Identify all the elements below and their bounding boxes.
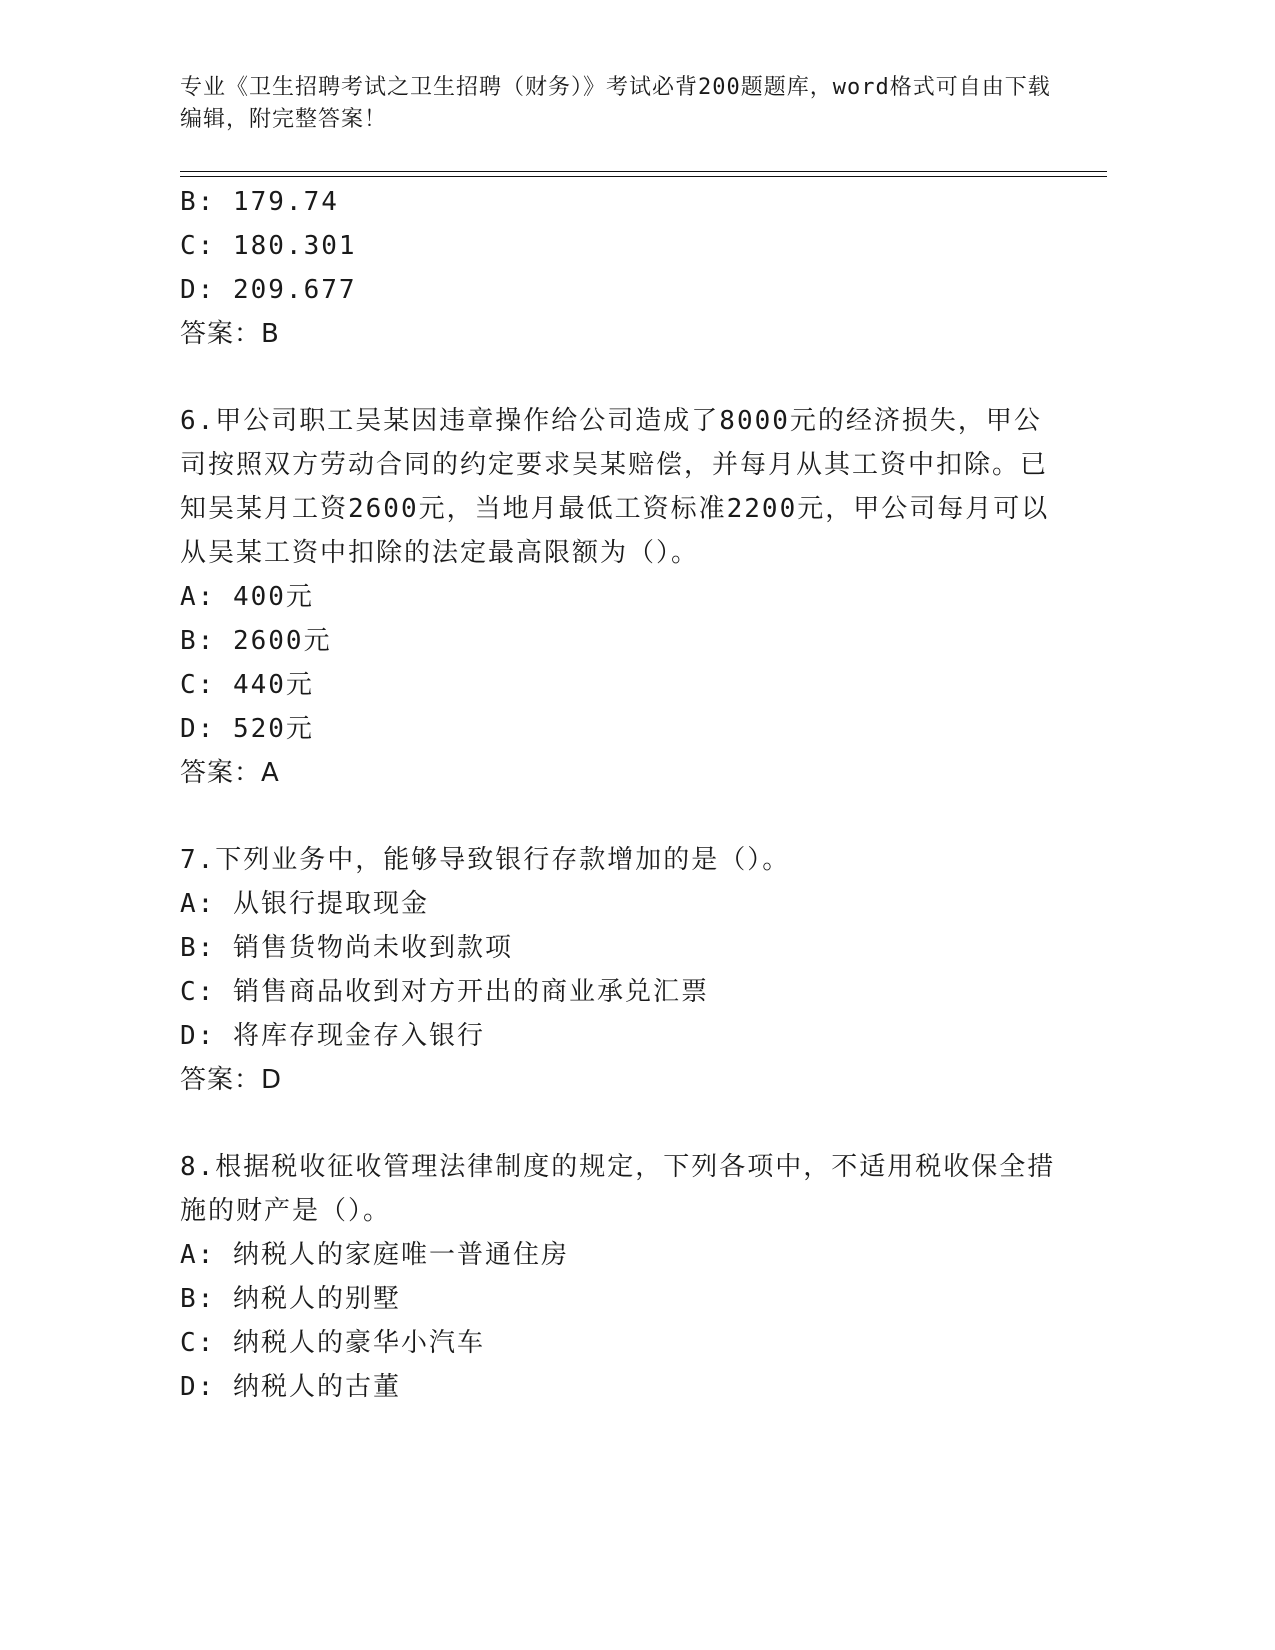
question-block-6 [180,399,1060,795]
option-d: D: 209.677 [180,275,357,305]
option-c: C: 销售商品收到对方开出的商业承兑汇票 [180,977,709,1007]
spacer [180,1102,1060,1145]
header-rule-bottom [180,176,1107,177]
question-block-7 [180,838,1060,1102]
question-text: 7.下列业务中，能够导致银行存款增加的是（）。 [180,845,791,875]
option-c: C: 440元 [180,670,314,700]
option-a: A: 从银行提取现金 [180,889,429,919]
header-rule-top [180,171,1107,172]
answer-line: 答案：D [180,1065,283,1095]
answer-line: 答案：B [180,319,280,349]
question-text: 6.甲公司职工吴某因违章操作给公司造成了8000元的经济损失，甲公司按照双方劳动合同的约定要求吴某赔偿，并每月从其工资中扣除。已知吴某月工资2600元，当地月最低工资标准2200元，甲公司每月可以从吴某工资中扣除的法定最高限额为（）。 [180,406,1050,568]
option-d: D: 将库存现金存入银行 [180,1021,485,1051]
option-b: B: 179.74 [180,187,339,217]
option-c: C: 纳税人的豪华小汽车 [180,1328,485,1358]
document-header: 专业《卫生招聘考试之卫生招聘（财务）》考试必背200题题库，word格式可自由下载编辑，附完整答案！ [180,75,1051,132]
option-d: D: 纳税人的古董 [180,1372,401,1402]
question-text: 8.根据税收征收管理法律制度的规定，下列各项中，不适用税收保全措施的财产是（）。 [180,1152,1056,1226]
question-block-8 [180,1145,1060,1409]
option-a: A: 400元 [180,582,314,612]
option-a: A: 纳税人的家庭唯一普通住房 [180,1240,569,1270]
option-d: D: 520元 [180,714,314,744]
answer-line: 答案：A [180,758,280,788]
document-body [180,180,1060,1409]
option-b: B: 纳税人的别墅 [180,1284,401,1314]
option-b: B: 2600元 [180,626,332,656]
question-block-prev [180,180,1060,356]
spacer [180,795,1060,838]
option-c: C: 180.301 [180,231,357,261]
option-b: B: 销售货物尚未收到款项 [180,933,513,963]
spacer [180,356,1060,399]
